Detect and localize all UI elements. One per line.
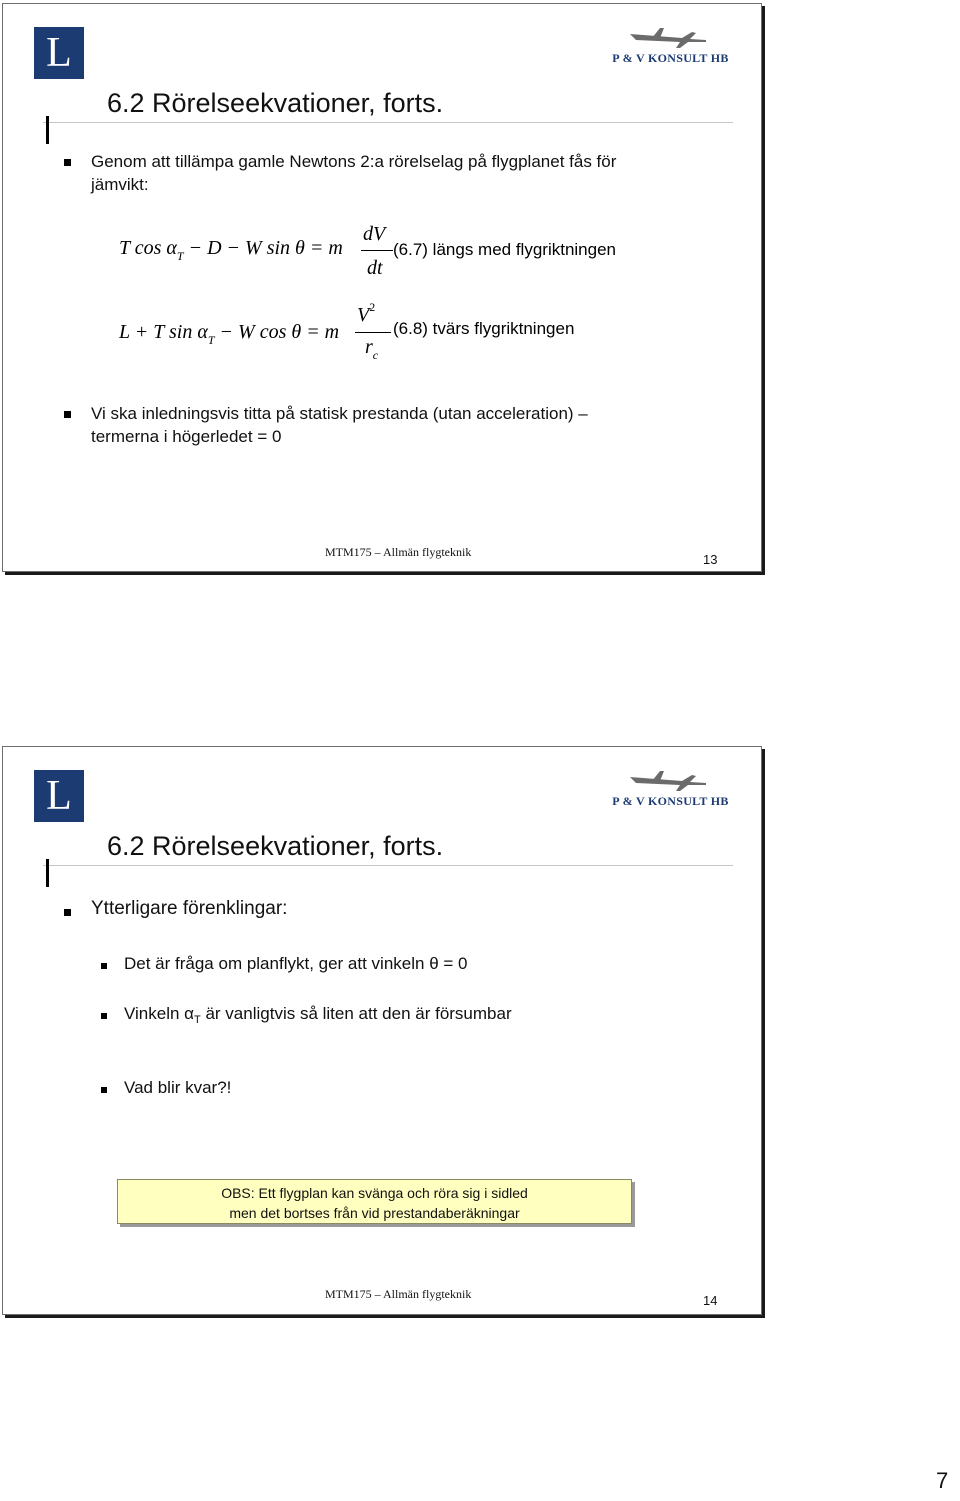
bullet-icon [64,159,71,166]
eq-subscript: T [176,249,184,263]
slide-title: 6.2 Rörelseekvationer, forts. [107,831,444,861]
title-divider [43,122,733,123]
university-logo [34,770,84,822]
bullet-icon [101,1087,107,1093]
subscript: T [194,1014,201,1026]
eq-subscript: c [372,348,379,362]
eq-denominator [365,336,379,362]
bullet-icon [101,1013,107,1019]
text-part: Vinkeln α [124,1004,195,1023]
bullet-icon [64,909,71,916]
university-logo [34,27,84,79]
eq-superscript: 2 [369,300,376,314]
sub-bullet-text: Det är fråga om planflykt, ger att vinkeln θ = 0 [124,954,468,973]
bullet-line: termerna i högerledet = 0 [91,427,282,446]
eq-note: (6.8) tvärs flygriktningen [393,319,575,338]
bullet-icon [64,411,71,418]
title-divider [43,865,733,866]
equation-6-7 [119,237,343,263]
eq-term: r [365,336,373,358]
eq-note: (6.7) längs med flygriktningen [393,240,617,259]
eq-denominator: dt [367,257,383,279]
bullet-text [91,150,616,196]
bullet-text [91,402,588,448]
slide-number: 13 [703,552,718,567]
slide-title: 6.2 Rörelseekvationer, forts. [107,88,444,118]
company-logo [608,767,733,809]
logo-letter: L [46,773,72,819]
bullet-line: Genom att tillämpa gamle Newtons 2:a rörelselag på flygplanet fås för [91,152,617,171]
eq-numerator: dV [363,223,386,245]
slide-number: 14 [703,1293,718,1308]
eq-term: − D − W sin θ = m [183,237,343,259]
slide-14 [2,746,762,1315]
equation-6-8 [119,321,340,347]
title-accent [46,116,49,144]
eq-term: − W cos θ = m [214,321,340,343]
title-accent [46,859,49,887]
sub-bullet-text [124,1002,512,1028]
eq-term: T cos α [119,237,177,259]
bullet-text: Ytterligare förenklingar: [91,898,288,919]
fraction-bar [361,250,393,251]
sub-bullet-text: Vad blir kvar?! [124,1078,232,1097]
text-part: är vanligtvis så liten att den är försumbar [200,1004,512,1023]
eq-term: V [357,304,370,326]
fraction-bar [355,332,391,333]
bullet-line: jämvikt: [91,175,149,194]
eq-term: L + T sin α [119,321,208,343]
company-logo [608,24,733,66]
obs-line: men det bortses från vid prestandaberäkningar [229,1205,520,1221]
obs-note-box [117,1179,632,1224]
eq-numerator [357,300,376,327]
company-name: P & V KONSULT HB [612,51,729,65]
airplane-icon [622,767,712,793]
slide-13 [2,3,762,572]
bullet-line: Vi ska inledningsvis titta på statisk prestanda (utan acceleration) – [91,404,588,423]
page-number: 7 [936,1468,949,1493]
obs-line: OBS: Ett flygplan kan svänga och röra sig i sidled [221,1185,528,1201]
bullet-icon [101,963,107,969]
footer: MTM175 – Allmän flygteknik [325,1287,472,1301]
company-name: P & V KONSULT HB [612,794,729,808]
airplane-icon [622,24,712,50]
footer: MTM175 – Allmän flygteknik [325,545,472,559]
logo-letter: L [46,30,72,76]
eq-subscript: T [207,333,215,347]
